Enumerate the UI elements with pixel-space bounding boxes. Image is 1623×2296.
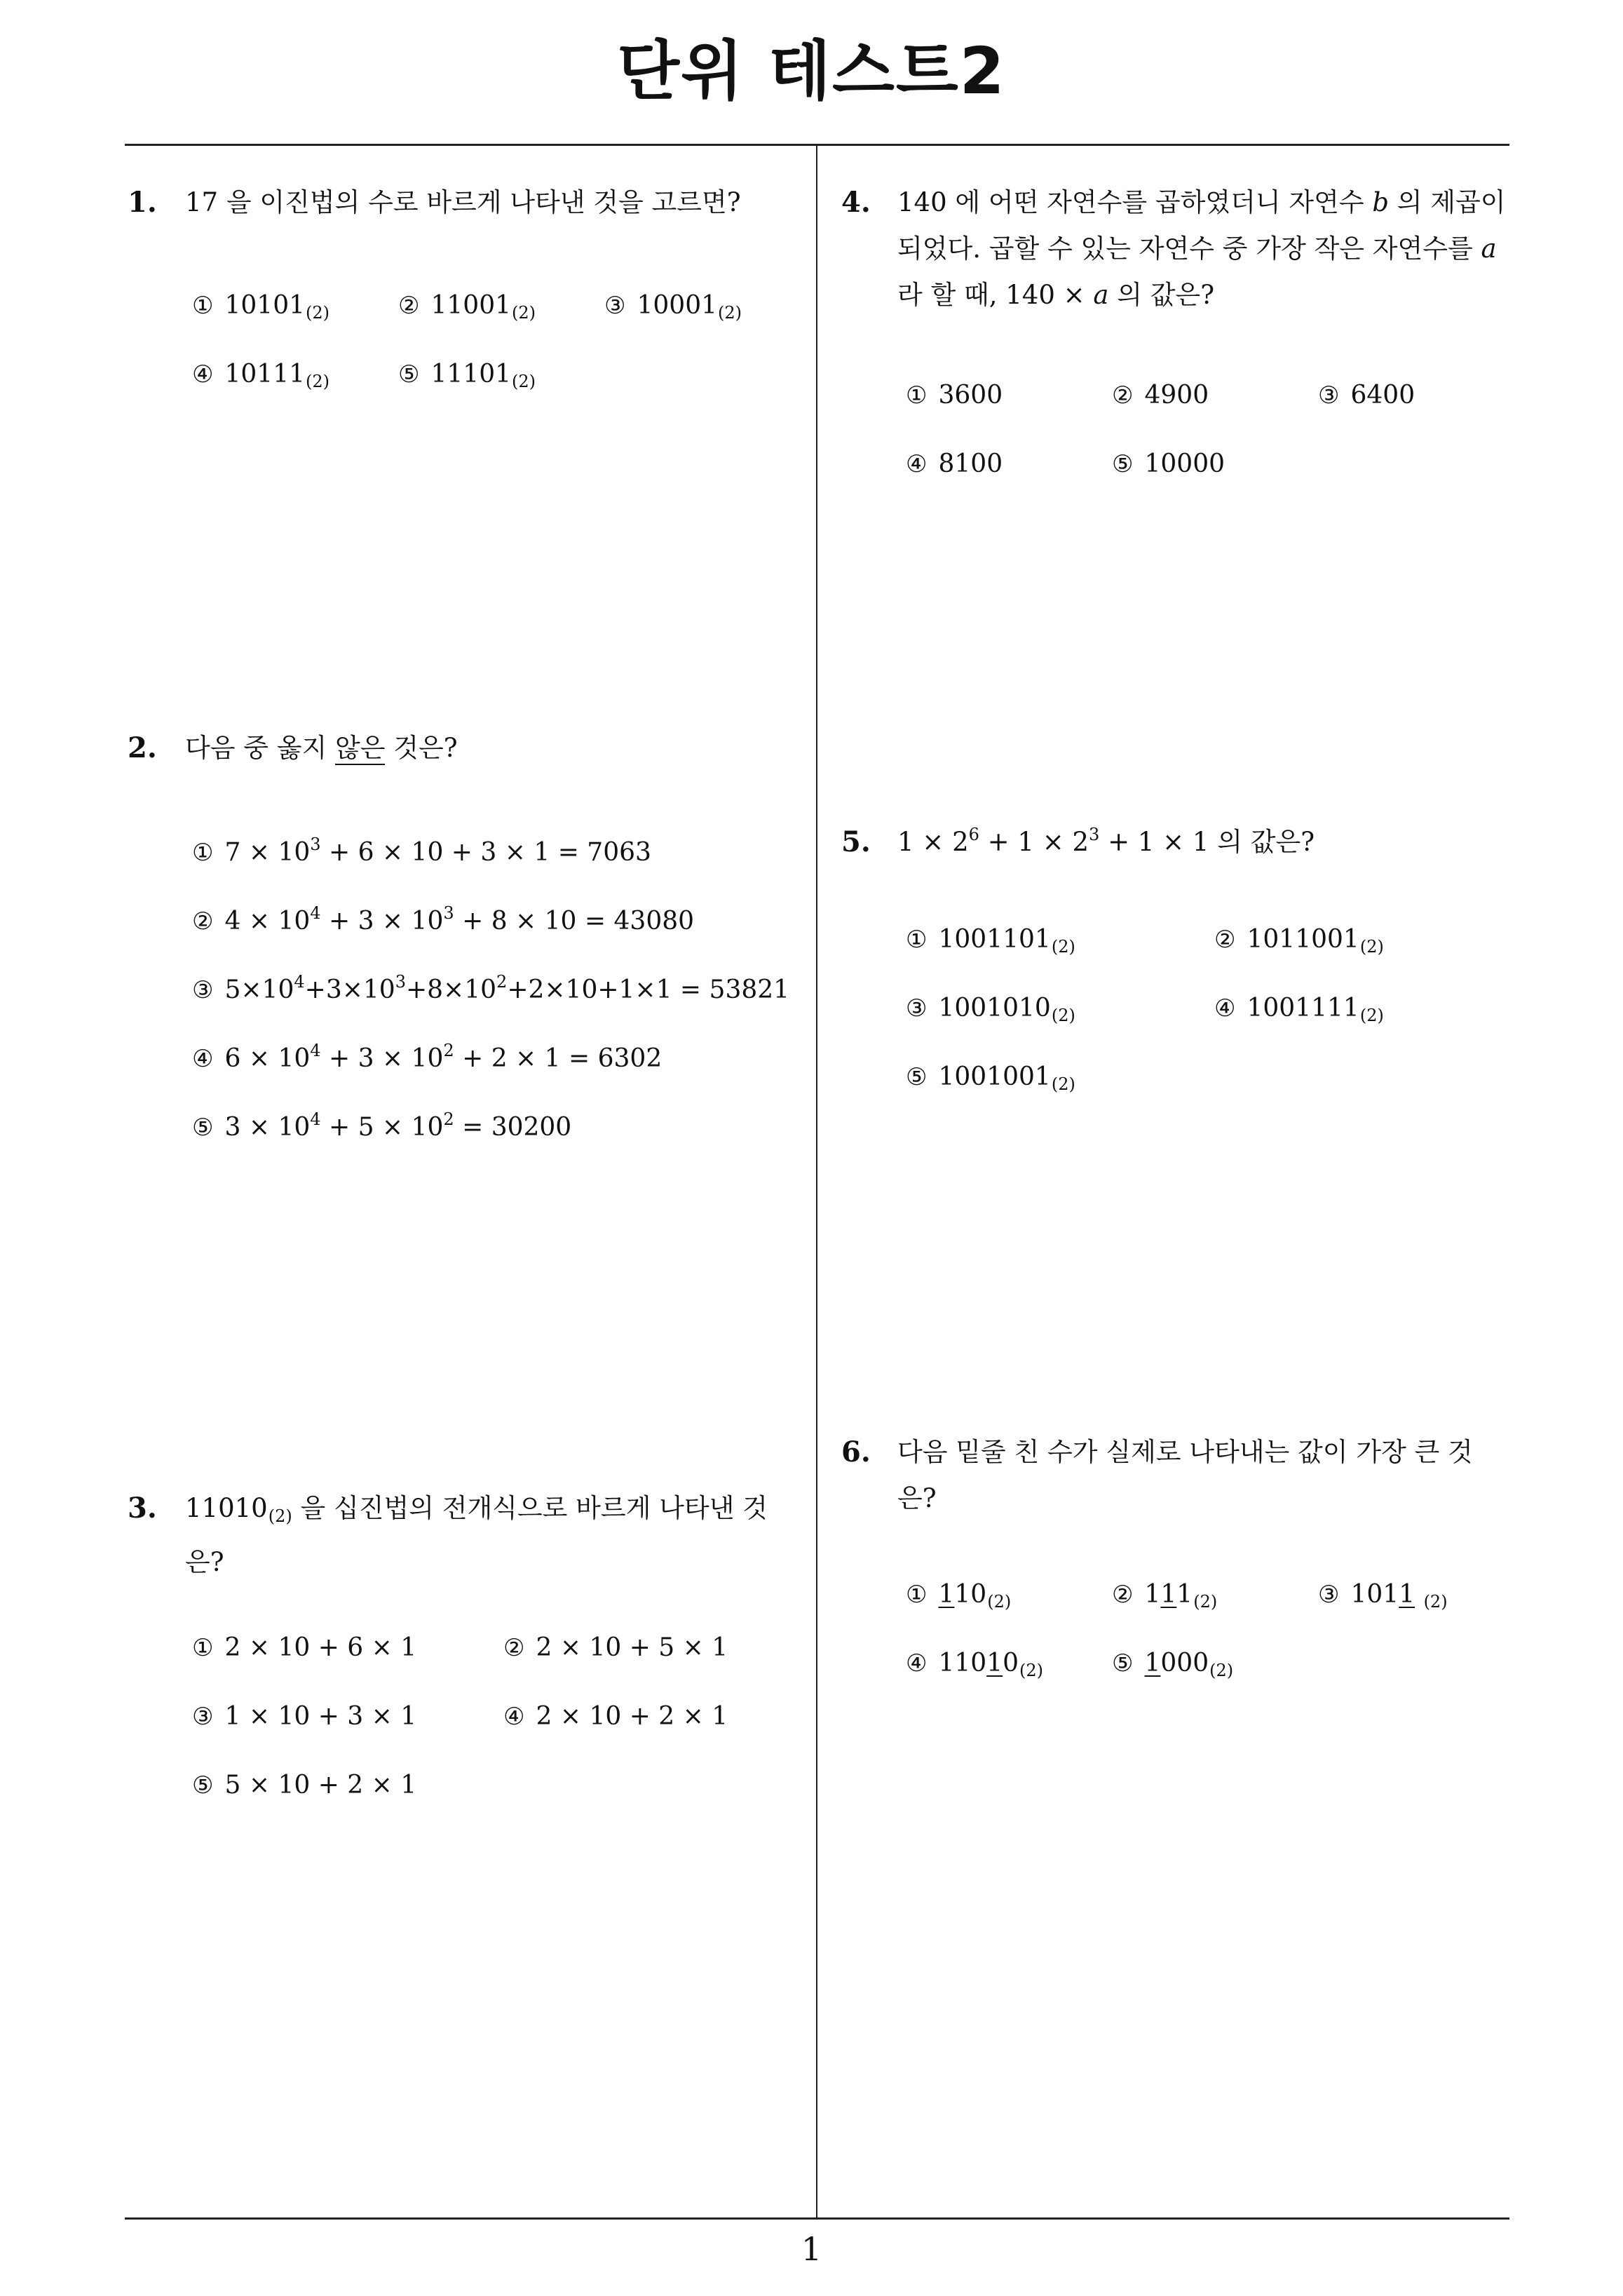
option-mark: ④ <box>906 450 928 478</box>
option-1[interactable] <box>192 1635 416 1661</box>
option-1[interactable] <box>906 383 1003 408</box>
question-text <box>897 1429 1473 1522</box>
question-text-line <box>897 272 1506 318</box>
option-3[interactable] <box>1318 1582 1448 1610</box>
option-mark: ② <box>398 292 420 320</box>
variable-a: a <box>1093 280 1109 310</box>
digits: 1 <box>1144 1580 1161 1609</box>
option-4[interactable] <box>503 1704 728 1729</box>
option-1[interactable] <box>906 1582 1011 1610</box>
bottom-rule <box>125 2217 1509 2220</box>
variable-a: a <box>1481 234 1497 264</box>
digits: 0 <box>1003 1649 1019 1677</box>
option-mark: ② <box>192 907 214 936</box>
option-mark: ⑤ <box>192 1114 214 1142</box>
option-mark: ⑤ <box>398 360 420 389</box>
option-1[interactable] <box>906 927 1075 955</box>
base-subscript: (2) <box>512 303 536 323</box>
digits: 10 <box>954 1580 987 1609</box>
option-value: 1011001 <box>1247 925 1359 954</box>
option-mark: ③ <box>906 994 928 1022</box>
digits: 101 <box>1350 1580 1399 1609</box>
base-subscript: (2) <box>306 372 330 391</box>
option-mark: ③ <box>1318 381 1340 410</box>
option-mark: ② <box>1112 381 1134 410</box>
question-text-line: 은? <box>185 1547 224 1577</box>
base-subscript: (2) <box>1019 1661 1044 1680</box>
option-value: 1 × 10 + 3 × 1 <box>224 1702 417 1731</box>
page-title: 단위 테스트2 <box>617 34 1006 109</box>
underlined-digit: 1 <box>1399 1580 1415 1609</box>
question-text-line: 17 을 이진법의 수로 바르게 나타낸 것을 고르면? <box>185 187 741 217</box>
option-mark: ① <box>192 839 214 867</box>
option-4[interactable] <box>1214 996 1384 1024</box>
option-value: 11001 <box>430 291 512 320</box>
question-text-part: 의 제곱이 <box>1389 187 1506 217</box>
option-mark: ④ <box>192 360 214 389</box>
question-text-line: 다음 밑줄 친 수가 실제로 나타내는 값이 가장 큰 것 <box>897 1437 1473 1467</box>
option-3[interactable] <box>906 996 1075 1024</box>
base-subscript: (2) <box>718 303 742 323</box>
base-subscript: (2) <box>512 372 536 391</box>
option-4[interactable] <box>906 452 1003 477</box>
question-text-line <box>897 180 1506 226</box>
question-text-part: 을 십진법의 전개식으로 바르게 나타낸 것 <box>292 1493 768 1523</box>
option-mark: ⑤ <box>192 1771 214 1799</box>
option-2[interactable] <box>398 293 536 321</box>
option-mark: ⑤ <box>1112 1649 1134 1677</box>
option-value: 1001010 <box>938 994 1051 1022</box>
option-2[interactable] <box>503 1635 728 1661</box>
question-number: 5. <box>841 825 871 858</box>
question-text <box>897 180 1506 318</box>
question-text-part: 라 할 때, 140 × <box>897 280 1094 310</box>
base-subscript: (2) <box>1359 937 1384 957</box>
option-value: 10000 <box>1144 450 1225 478</box>
question-number: 3. <box>128 1492 157 1525</box>
option-mark: ② <box>1112 1581 1134 1609</box>
option-mark: ② <box>503 1634 525 1662</box>
question-text <box>185 1485 768 1586</box>
base-subscript: (2) <box>987 1592 1012 1612</box>
base-subscript: (2) <box>306 303 330 323</box>
option-value: 2 × 10 + 5 × 1 <box>536 1633 728 1662</box>
option-1[interactable] <box>192 293 330 321</box>
option-5[interactable] <box>398 362 536 390</box>
variable-b: b <box>1372 187 1390 217</box>
question-text-line <box>185 1485 768 1539</box>
digits: 1 <box>1176 1580 1193 1609</box>
underlined-digit: 1 <box>1144 1649 1161 1677</box>
question-text-part: 다음 중 옳지 <box>185 733 335 763</box>
question-text-part: 되었다. 곱할 수 있는 자연수 중 가장 작은 자연수를 <box>897 234 1481 264</box>
option-5[interactable]: ⑤ $3 \times 10^4 + 5 \times 10^2 = 30200$ <box>192 1109 572 1142</box>
base-subscript: (2) <box>1193 1592 1218 1612</box>
option-mark: ③ <box>604 292 626 320</box>
question-text-part: 140 에 어떤 자연수를 곱하였더니 자연수 <box>897 187 1373 217</box>
option-3[interactable] <box>604 293 742 321</box>
option-mark: ③ <box>1318 1581 1340 1609</box>
option-5[interactable] <box>906 1062 1075 1094</box>
option-mark: ② <box>1214 926 1236 954</box>
option-3[interactable] <box>1318 383 1415 408</box>
question-text: $1 \times 2^6 + 1 \times 2^3 + 1 \times 1$ 의 값은? <box>897 825 1315 857</box>
option-3[interactable] <box>192 1704 416 1729</box>
option-value: 4900 <box>1144 381 1209 410</box>
digits <box>1415 1580 1422 1609</box>
option-5[interactable] <box>192 1773 416 1798</box>
option-mark: ① <box>906 381 928 410</box>
underlined-word: 않은 <box>335 733 385 765</box>
option-2[interactable] <box>1112 1582 1217 1610</box>
option-value: 10001 <box>637 291 718 320</box>
option-4[interactable]: ④ $6 \times 10^4 + 3 \times 10^2 + 2 \times 1 = 6302$ <box>192 1041 663 1073</box>
option-value: 10111 <box>224 360 306 389</box>
base-subscript: (2) <box>1359 1006 1384 1025</box>
option-value: 1001101 <box>938 925 1051 954</box>
question-text-part: 의 값은? <box>1108 280 1215 310</box>
option-2[interactable]: ② $4 \times 10^4 + 3 \times 10^3 + 8 \times 10 = 43080$ <box>192 903 695 936</box>
option-mark: ⑤ <box>906 1063 928 1091</box>
option-mark: ④ <box>192 1045 214 1073</box>
option-1[interactable]: ① $7 \times 10^3 + 6 \times 10 + 3 \times 1 = 7063$ <box>192 835 651 867</box>
option-mark: ① <box>906 926 928 954</box>
option-value: 1001111 <box>1247 994 1359 1022</box>
option-mark: ① <box>192 292 214 320</box>
option-5[interactable] <box>1112 452 1225 477</box>
option-value: 8100 <box>938 450 1003 478</box>
question-number: 6. <box>841 1436 871 1468</box>
option-mark: ① <box>192 1634 214 1662</box>
binary-number: 11010 <box>185 1493 268 1523</box>
base-subscript: (2) <box>1209 1661 1234 1680</box>
option-value: 10101 <box>224 291 306 320</box>
question-number: 2. <box>128 731 157 764</box>
option-4[interactable] <box>906 1651 1043 1679</box>
base-subscript: (2) <box>1051 1006 1075 1025</box>
underlined-digit: 1 <box>986 1649 1003 1677</box>
option-mark: ④ <box>1214 994 1236 1022</box>
question-text-line: 은? <box>897 1483 937 1513</box>
base-subscript: (2) <box>1051 937 1075 957</box>
question-text-part: 것은? <box>385 733 458 763</box>
option-2[interactable] <box>1214 927 1384 955</box>
option-mark: ④ <box>503 1703 525 1731</box>
question-text-line <box>897 226 1506 272</box>
option-value: 3600 <box>938 381 1003 410</box>
question-number: 4. <box>841 186 871 219</box>
option-4[interactable] <box>192 362 330 390</box>
option-2[interactable] <box>1112 383 1209 408</box>
option-value: 2 × 10 + 6 × 1 <box>224 1633 417 1662</box>
base-subscript: (2) <box>1423 1592 1448 1612</box>
question-text <box>185 180 741 226</box>
option-value: 6400 <box>1350 381 1415 410</box>
column-divider <box>816 144 817 2218</box>
underlined-digit: 1 <box>1160 1580 1177 1609</box>
page-number: 1 <box>801 2230 822 2268</box>
base-subscript: (2) <box>1051 1074 1075 1094</box>
option-mark: ③ <box>192 1703 214 1731</box>
digits: 110 <box>938 1649 987 1677</box>
question-text <box>185 725 458 771</box>
option-mark: ④ <box>906 1649 928 1677</box>
base-subscript: (2) <box>268 1506 292 1526</box>
option-mark: ① <box>906 1581 928 1609</box>
underlined-digit: 1 <box>938 1580 955 1609</box>
option-value: 11101 <box>430 360 512 389</box>
option-value: 5 × 10 + 2 × 1 <box>224 1771 417 1799</box>
option-mark: ③ <box>192 976 214 1004</box>
option-value: 1001001 <box>938 1062 1051 1091</box>
question-number: 1. <box>128 186 157 219</box>
option-5[interactable] <box>1112 1651 1233 1679</box>
option-value: 2 × 10 + 2 × 1 <box>536 1702 728 1731</box>
digits: 000 <box>1160 1649 1209 1677</box>
option-mark: ⑤ <box>1112 450 1134 478</box>
option-3[interactable]: ③ $5\times 10^4+3\times 10^3+8\times 10^2+2\times 10+1\times 1 = 53821$ <box>192 972 790 1004</box>
